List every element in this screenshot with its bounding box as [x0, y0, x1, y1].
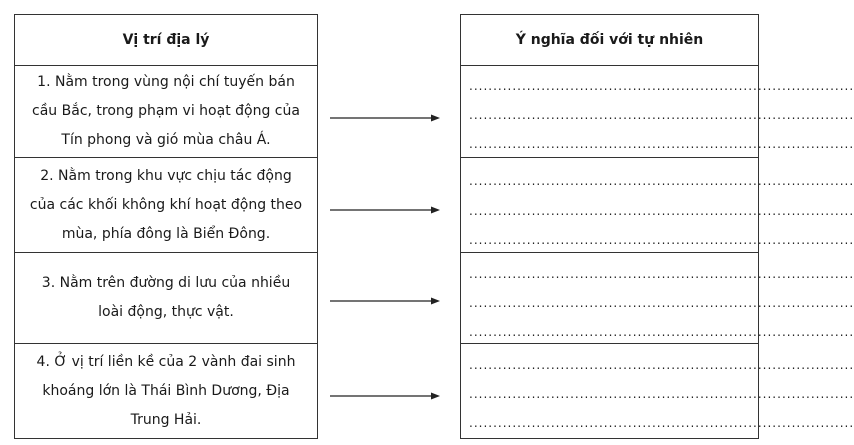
position-2-line-1: 2. Nằm trong khu vực chịu tác động [40, 167, 292, 184]
natural-significance-table [460, 14, 854, 439]
position-cell-2 [15, 158, 317, 253]
answer-cell-2 [461, 158, 854, 253]
position-2-line-2: của các khối không khí hoạt động theo [29, 196, 303, 213]
position-cell-4 [15, 344, 317, 438]
answer-1-dotted-line-1[interactable]: ................................................................................ [469, 79, 854, 93]
answer-cell-1 [461, 65, 854, 158]
answer-1-dotted-line-3[interactable]: ................................................................................ [469, 137, 854, 151]
position-1-line-1: 1. Nằm trong vùng nội chí tuyến bán [37, 73, 295, 90]
answer-2-dotted-line-3[interactable]: ................................................................................ [469, 233, 854, 247]
answer-3-dotted-line-3[interactable]: ................................................................................ [469, 325, 854, 339]
position-4-line-1: 4. Ở vị trí liền kề của 2 vành đai sinh [36, 353, 296, 370]
position-3-line-2: loài động, thực vật. [98, 304, 234, 320]
geographic-position-table [14, 14, 318, 439]
header-natural-significance: Ý nghĩa đối với tự nhiên [461, 15, 758, 66]
position-4-line-3: Trung Hải. [130, 411, 202, 428]
arrow-icon-row-3 [330, 296, 440, 306]
position-1-line-3: Tín phong và gió mùa châu Á. [61, 131, 271, 148]
position-cell-1 [15, 65, 317, 158]
answer-3-dotted-line-1[interactable]: ................................................................................ [469, 267, 854, 281]
answer-3-dotted-line-2[interactable]: ................................................................................ [469, 296, 854, 310]
answer-2-dotted-line-2[interactable]: ................................................................................ [469, 204, 854, 218]
arrow-icon-row-2 [330, 205, 440, 215]
answer-4-dotted-line-1[interactable]: ................................................................................ [469, 358, 854, 372]
arrow-icon-row-4 [330, 391, 440, 401]
answer-4-dotted-line-2[interactable]: ................................................................................ [469, 387, 854, 401]
position-2-line-3: mùa, phía đông là Biển Đông. [61, 225, 271, 242]
answer-cell-3 [461, 253, 854, 344]
answer-1-dotted-line-2[interactable]: ................................................................................ [469, 108, 854, 122]
position-4-line-2: khoáng lớn là Thái Bình Dương, Địa [42, 382, 290, 399]
position-cell-3 [15, 253, 317, 344]
position-1-line-2: cầu Bắc, trong phạm vi hoạt động của [32, 102, 300, 119]
position-3-line-1: 3. Nằm trên đường di lưu của nhiều [41, 275, 291, 291]
header-geographic-position: Vị trí địa lý [15, 15, 317, 66]
arrow-icon-row-1 [330, 113, 440, 123]
answer-2-dotted-line-1[interactable]: ................................................................................ [469, 174, 854, 188]
answer-cell-4 [461, 344, 854, 438]
answer-4-dotted-line-3[interactable]: ................................................................................ [469, 416, 854, 430]
